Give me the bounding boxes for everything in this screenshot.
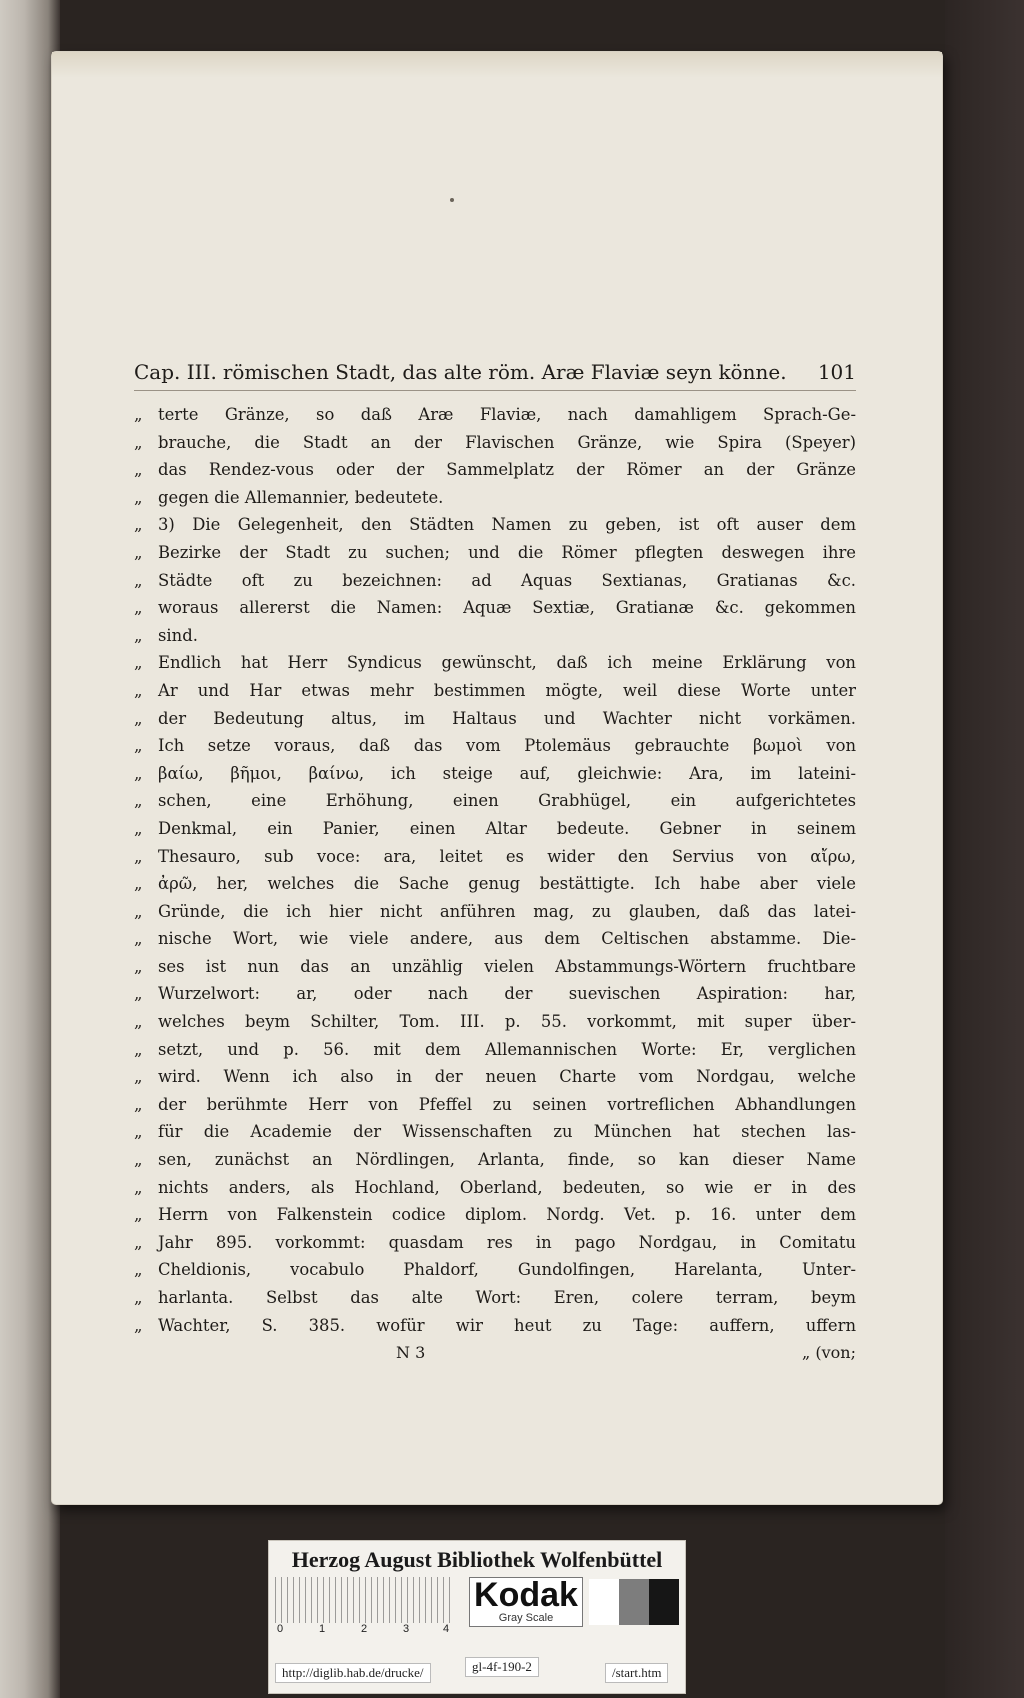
text-line	[134, 511, 856, 539]
line-text: βαίω, βῆμοι, βαίνω, ich steige auf, gleichwie: Ara, im lateini-	[158, 763, 856, 783]
swatch-gray	[619, 1579, 649, 1625]
line-text: schen, eine Erhöhung, einen Grabhügel, ein aufgerichtetes	[158, 791, 856, 811]
quote-mark: „	[134, 515, 143, 535]
line-text: der Bedeutung altus, im Haltaus und Wachter nicht vorkämen.	[158, 708, 856, 728]
gray-scale-caption: Gray Scale	[498, 1612, 554, 1624]
line-text: Wachter, S. 385. wofür wir heut zu Tage: auffern, uffern	[158, 1315, 856, 1335]
text-line	[134, 1201, 856, 1229]
text-line	[134, 1312, 856, 1340]
text-line	[134, 1256, 856, 1284]
page-footer	[134, 1339, 856, 1367]
line-text: das Rendez-vous oder der Sammelplatz der Römer an der Gränze	[158, 460, 856, 480]
quote-mark: „	[134, 542, 143, 562]
line-text: Jahr 895. vorkommt: quasdam res in pago Nordgau, in Comitatu	[158, 1232, 856, 1252]
quote-mark: „	[134, 874, 143, 894]
text-line	[134, 1008, 856, 1036]
swatch-black	[649, 1579, 679, 1625]
text-line	[134, 1229, 856, 1257]
quote-mark: „	[134, 791, 143, 811]
page-number: 101	[817, 360, 856, 384]
ink-speck	[450, 198, 454, 202]
library-color-target	[268, 1540, 686, 1694]
chapter-label: Cap. III.	[134, 360, 217, 384]
ruler-number: 1	[319, 1623, 326, 1635]
line-text: ἀρῶ, her, welches die Sache genug bestättigte. Ich habe aber viele	[158, 874, 856, 894]
line-text: Städte oft zu bezeichnen: ad Aquas Sextianas, Gratianas &c.	[158, 570, 856, 590]
running-title: römischen Stadt, das alte röm. Aræ Flaviæ seyn könne.	[222, 360, 787, 384]
line-text: ses ist nun das an unzählig vielen Abstammungs-Wörtern fruchtbare	[158, 956, 856, 976]
quote-mark: „	[134, 1067, 143, 1087]
page-text	[134, 358, 856, 1367]
quote-mark: „	[134, 1232, 143, 1252]
text-line	[134, 456, 856, 484]
ruler-scale	[275, 1577, 451, 1623]
line-text: woraus allererst die Namen: Aquæ Sextiæ, Gratianæ &c. gekommen	[158, 598, 856, 618]
text-line	[134, 1063, 856, 1091]
text-line	[134, 870, 856, 898]
quote-mark: „	[134, 1205, 143, 1225]
text-line	[134, 677, 856, 705]
text-line	[134, 401, 856, 429]
ruler-number: 2	[361, 1623, 368, 1635]
quote-mark: „	[134, 1012, 143, 1032]
line-text: Thesauro, sub voce: ara, leitet es wider den Servius von αἴρω,	[158, 846, 856, 866]
swatch-white	[589, 1579, 619, 1625]
text-line	[134, 567, 856, 595]
line-text: Denkmal, ein Panier, einen Altar bedeute. Gebner in seinem	[158, 818, 856, 838]
line-text: sind.	[158, 625, 198, 645]
running-header	[134, 358, 856, 391]
line-text: nische Wort, wie viele andere, aus dem Celtischen abstamme. Die-	[158, 929, 856, 949]
start-page: /start.htm	[605, 1663, 668, 1683]
kodak-gray-scale	[469, 1577, 583, 1627]
catchword: „ (von;	[802, 1343, 856, 1363]
quote-mark: „	[134, 763, 143, 783]
text-line	[134, 705, 856, 733]
text-line	[134, 539, 856, 567]
quote-mark: „	[134, 487, 143, 507]
ruler-number: 3	[403, 1623, 410, 1635]
line-text: terte Gränze, so daß Aræ Flaviæ, nach damahligem Sprach-Ge-	[158, 405, 856, 424]
quote-mark: „	[134, 570, 143, 590]
body-lines	[134, 401, 856, 1339]
text-line	[134, 898, 856, 926]
text-line	[134, 484, 856, 512]
quote-mark: „	[134, 405, 143, 424]
quote-mark: „	[134, 1315, 143, 1335]
text-line	[134, 980, 856, 1008]
text-line	[134, 787, 856, 815]
text-line	[134, 843, 856, 871]
line-text: 3) Die Gelegenheit, den Städten Namen zu geben, ist oft auser dem	[158, 515, 856, 535]
shelf-signature: gl-4f-190-2	[465, 1657, 539, 1677]
quote-mark: „	[134, 625, 143, 645]
quote-mark: „	[134, 460, 143, 480]
text-line	[134, 732, 856, 760]
dark-background	[945, 0, 1024, 1698]
text-line	[134, 1174, 856, 1202]
quote-mark: „	[134, 1150, 143, 1170]
line-text: welches beym Schilter, Tom. III. p. 55. vorkommt, mit super über-	[158, 1012, 856, 1032]
quote-mark: „	[134, 708, 143, 728]
text-line	[134, 1284, 856, 1312]
ruler-number: 0	[277, 1623, 284, 1635]
text-line	[134, 622, 856, 650]
line-text: wird. Wenn ich also in der neuen Charte vom Nordgau, welche	[158, 1067, 856, 1087]
ruler-number: 4	[443, 1623, 450, 1635]
line-text: sen, zunächst an Nördlingen, Arlanta, finde, so kan dieser Name	[158, 1150, 856, 1170]
line-text: für die Academie der Wissenschaften zu München hat stechen las-	[158, 1122, 856, 1142]
text-line	[134, 1146, 856, 1174]
text-line	[134, 1118, 856, 1146]
line-text: Bezirke der Stadt zu suchen; und die Römer pflegten deswegen ihre	[158, 542, 856, 562]
quote-mark: „	[134, 818, 143, 838]
text-line	[134, 594, 856, 622]
book-page	[52, 52, 942, 1504]
text-line	[134, 925, 856, 953]
text-line	[134, 429, 856, 457]
quote-mark: „	[134, 1177, 143, 1197]
gray-swatches	[589, 1579, 679, 1625]
quote-mark: „	[134, 984, 143, 1004]
text-line	[134, 649, 856, 677]
quote-mark: „	[134, 680, 143, 700]
line-text: Herrn von Falkenstein codice diplom. Nordg. Vet. p. 16. unter dem	[158, 1205, 856, 1225]
line-text: der berühmte Herr von Pfeffel zu seinen vortreflichen Abhandlungen	[158, 1094, 856, 1114]
line-text: gegen die Allemannier, bedeutete.	[158, 487, 444, 507]
line-text: Cheldionis, vocabulo Phaldorf, Gundolfingen, Harelanta, Unter-	[158, 1260, 856, 1280]
line-text: Endlich hat Herr Syndicus gewünscht, daß ich meine Erklärung von	[158, 653, 856, 673]
quote-mark: „	[134, 956, 143, 976]
quote-mark: „	[134, 1122, 143, 1142]
quote-mark: „	[134, 736, 143, 756]
quote-mark: „	[134, 432, 143, 452]
quote-mark: „	[134, 1094, 143, 1114]
line-text: harlanta. Selbst das alte Wort: Eren, colere terram, beym	[158, 1288, 856, 1307]
line-text: setzt, und p. 56. mit dem Allemannischen Worte: Er, verglichen	[158, 1039, 856, 1059]
kodak-logo: Kodak	[474, 1576, 578, 1614]
line-text: brauche, die Stadt an der Flavischen Gränze, wie Spira (Speyer)	[158, 432, 856, 452]
line-text: Wurzelwort: ar, oder nach der suevischen Aspiration: har,	[158, 984, 856, 1004]
library-url: http://diglib.hab.de/drucke/	[275, 1663, 431, 1683]
quote-mark: „	[134, 1260, 143, 1280]
line-text: Ar und Har etwas mehr bestimmen mögte, weil diese Worte unter	[158, 680, 856, 700]
library-name: Herzog August Bibliothek Wolfenbüttel	[291, 1547, 663, 1572]
quote-mark: „	[134, 929, 143, 949]
quote-mark: „	[134, 598, 143, 618]
line-text: Gründe, die ich hier nicht anführen mag, zu glauben, daß das latei-	[158, 901, 856, 921]
quote-mark: „	[134, 653, 143, 673]
line-text: Ich setze voraus, daß das vom Ptolemäus gebrauchte βωμοὶ von	[158, 736, 856, 756]
text-line	[134, 1036, 856, 1064]
quote-mark: „	[134, 1288, 143, 1307]
text-line	[134, 760, 856, 788]
text-line	[134, 1091, 856, 1119]
quote-mark: „	[134, 901, 143, 921]
quote-mark: „	[134, 846, 143, 866]
signature-mark: N 3	[396, 1343, 426, 1363]
line-text: nichts anders, als Hochland, Oberland, bedeuten, so wie er in des	[158, 1177, 856, 1197]
quote-mark: „	[134, 1039, 143, 1059]
text-line	[134, 815, 856, 843]
text-line	[134, 953, 856, 981]
adjacent-page-edge	[0, 0, 60, 1698]
